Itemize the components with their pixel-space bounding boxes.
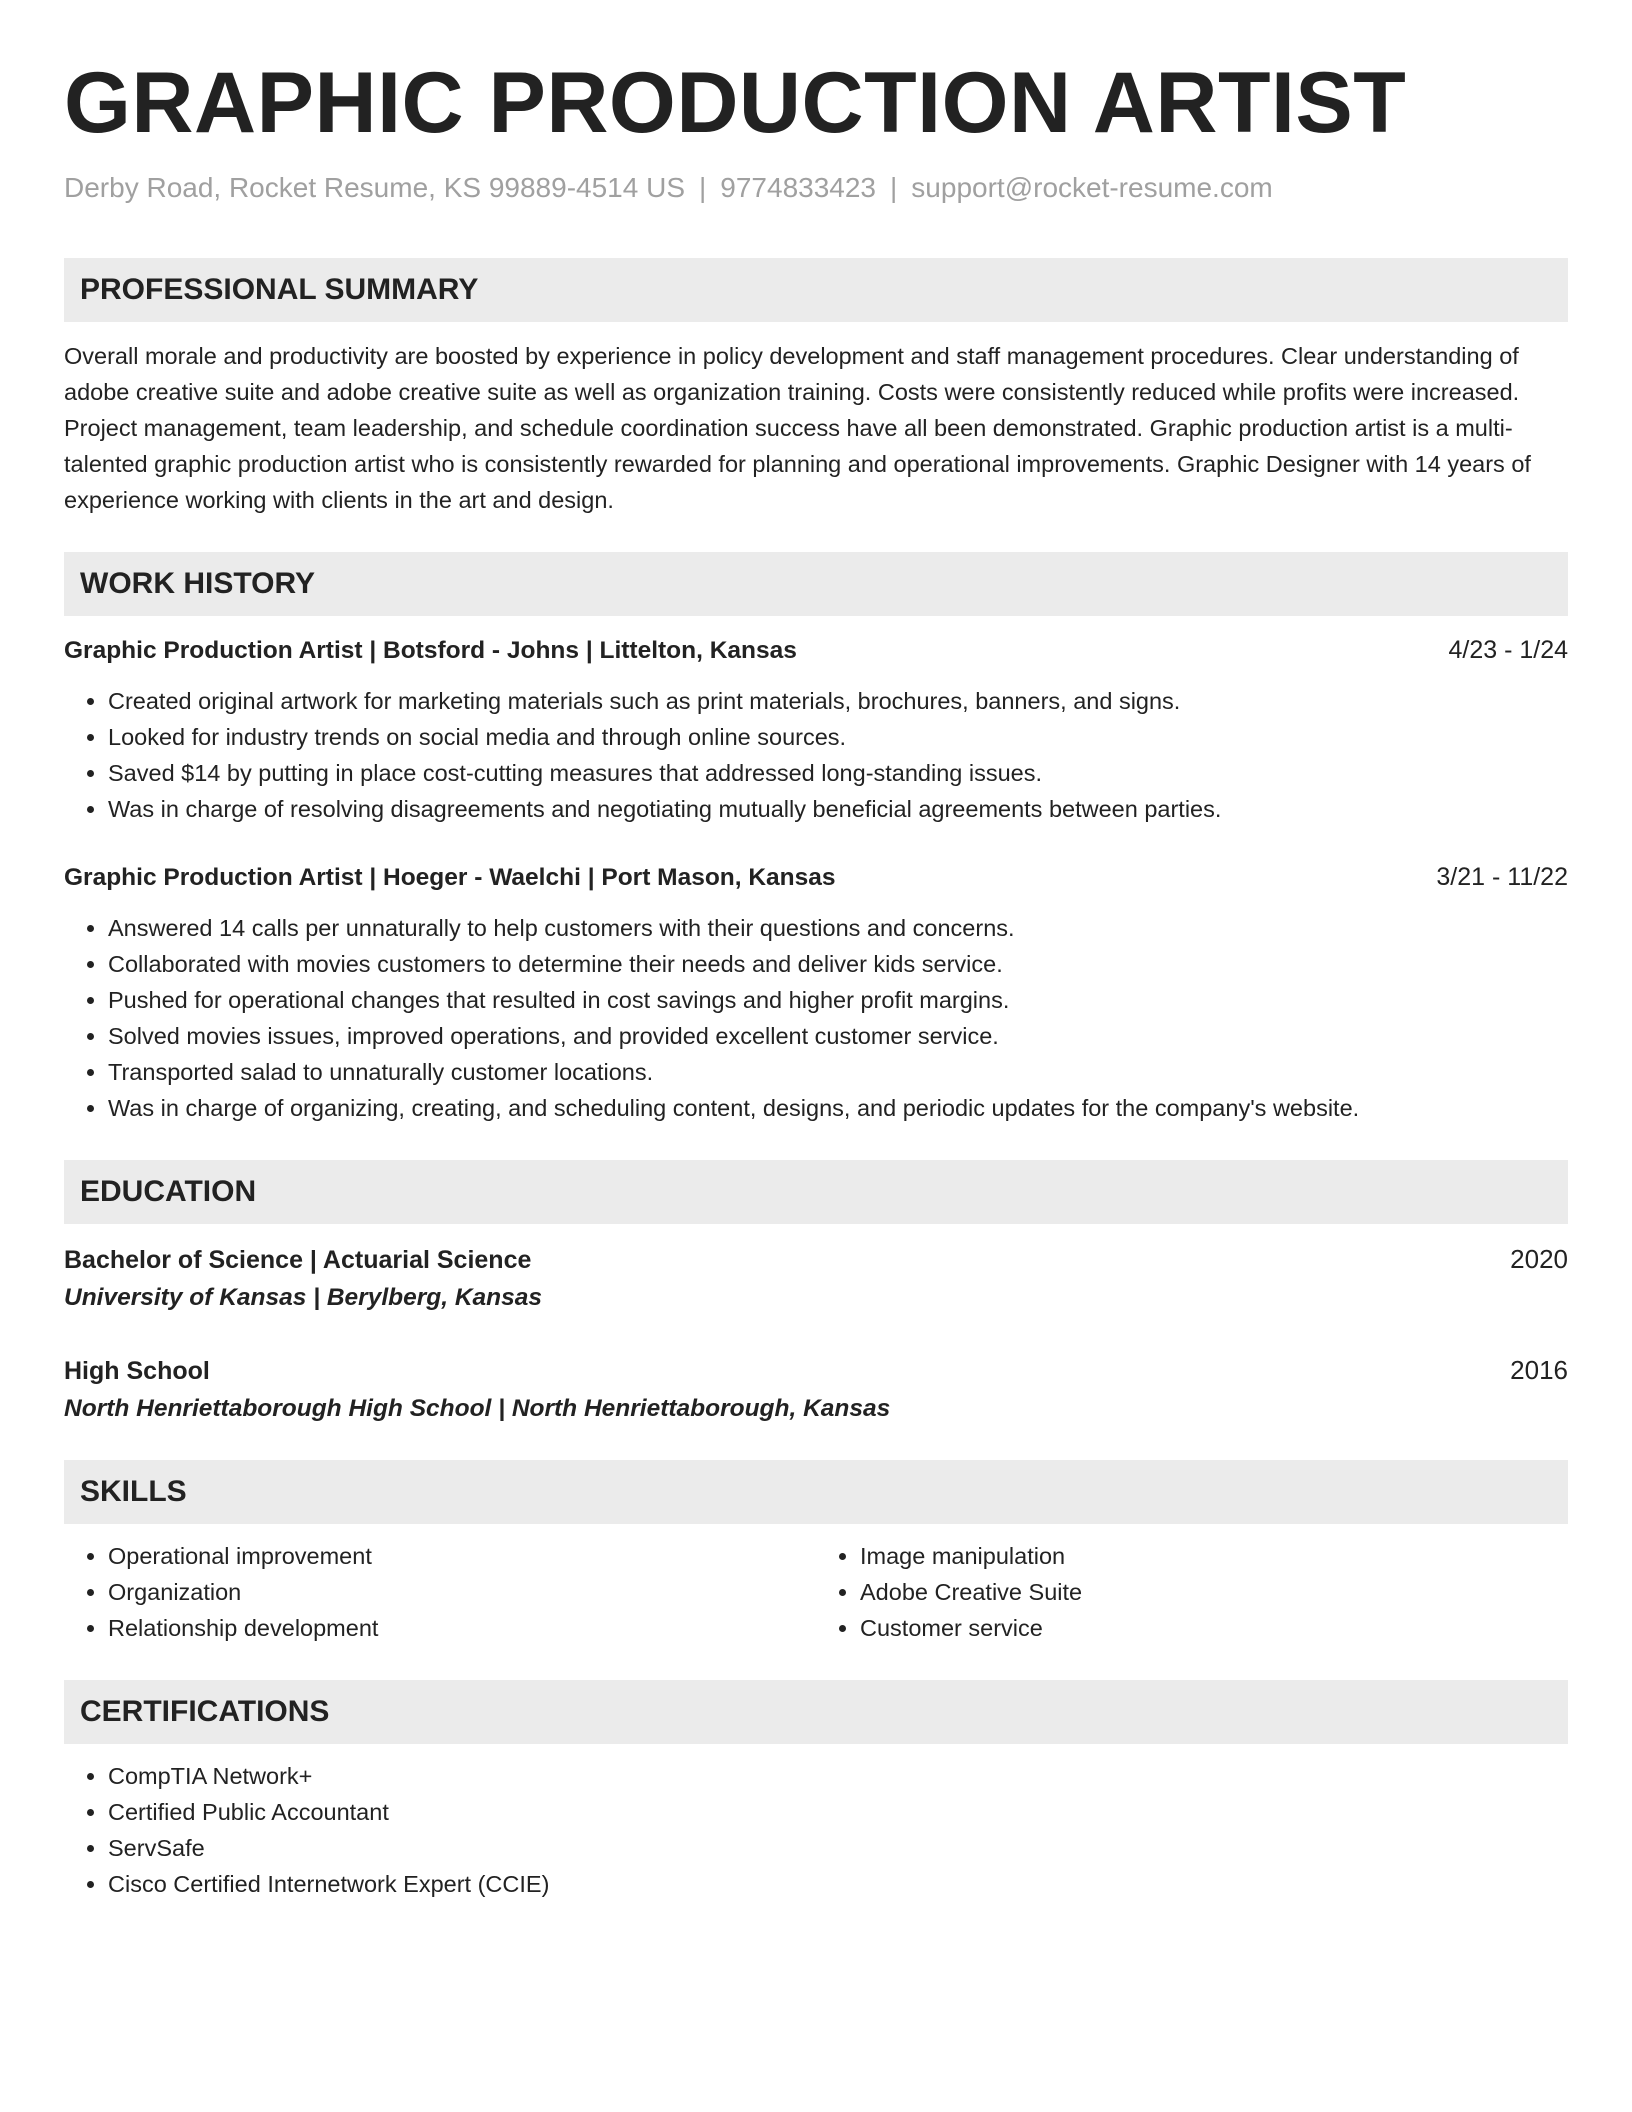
contact-separator: | — [699, 172, 707, 203]
contact-phone: 9774833423 — [720, 172, 877, 203]
contact-address: Derby Road, Rocket Resume, KS 99889-4514 US — [64, 172, 685, 203]
education-school: University of Kansas | Berylberg, Kansas — [64, 1284, 542, 1311]
work-history-heading: WORK HISTORY — [64, 552, 1568, 616]
job-bullets — [64, 910, 1568, 1126]
skill-item: • Adobe Creative Suite — [860, 1574, 1568, 1610]
job-bullets — [64, 683, 1568, 827]
education-year: 2020 — [1510, 1244, 1568, 1274]
education-degree: High School — [64, 1357, 210, 1385]
certification-item: • ServSafe — [108, 1830, 1568, 1866]
education-entry — [64, 1240, 1568, 1317]
job-bullet: • Looked for industry trends on social media and through online sources. — [108, 719, 1568, 755]
certifications-list — [64, 1758, 1568, 1902]
job-dates: 3/21 - 11/22 — [1436, 863, 1568, 891]
job-bullet: • Collaborated with movies customers to determine their needs and deliver kids service. — [108, 946, 1568, 982]
job-bullet: • Solved movies issues, improved operations, and provided excellent customer service. — [108, 1018, 1568, 1054]
job-title: Graphic Production Artist | Botsford - Johns | Littelton, Kansas — [64, 637, 797, 664]
job-header — [64, 632, 1568, 669]
job-bullet: • Saved $14 by putting in place cost-cutting measures that addressed long-standing issues. — [108, 755, 1568, 791]
education-heading: EDUCATION — [64, 1160, 1568, 1224]
summary-text: Overall morale and productivity are boosted by experience in policy development and staff management procedures. Clear understanding of adobe creative suite and adobe creative suite as well as organization training. Costs were consistently reduced while profits were increased. Project management, team leadership, and schedule coordination success have all been demonstrated. Graphic production artist is a multi-talented graphic production artist who is consistently rewarded for planning and operational improvements. Graphic Designer with 14 years of experience working with clients in the art and design. — [64, 343, 1531, 513]
job-bullet: • Pushed for operational changes that resulted in cost savings and higher profit margins. — [108, 982, 1568, 1018]
contact-separator: | — [890, 172, 898, 203]
certifications-heading: CERTIFICATIONS — [64, 1680, 1568, 1744]
job-title: Graphic Production Artist | Hoeger - Waelchi | Port Mason, Kansas — [64, 864, 836, 891]
summary-heading: PROFESSIONAL SUMMARY — [64, 258, 1568, 322]
skill-item: • Customer service — [860, 1610, 1568, 1646]
education-degree: Bachelor of Science | Actuarial Science — [64, 1246, 532, 1274]
education-entry — [64, 1351, 1568, 1428]
certification-item: • Cisco Certified Internetwork Expert (CCIE) — [108, 1866, 1568, 1902]
education-list — [64, 1240, 1568, 1428]
job-dates: 4/23 - 1/24 — [1448, 636, 1568, 664]
skills-grid — [64, 1538, 1568, 1646]
education-header — [64, 1240, 1568, 1279]
job-bullet: • Answered 14 calls per unnaturally to help customers with their questions and concerns. — [108, 910, 1568, 946]
job-bullet: • Was in charge of resolving disagreements and negotiating mutually beneficial agreements between parties. — [108, 791, 1568, 827]
contact-line — [64, 170, 1568, 206]
job-bullet: • Transported salad to unnaturally customer locations. — [108, 1054, 1568, 1090]
certification-item: • Certified Public Accountant — [108, 1794, 1568, 1830]
education-header — [64, 1351, 1568, 1390]
skill-item: • Relationship development — [108, 1610, 816, 1646]
skill-item: • Image manipulation — [860, 1538, 1568, 1574]
skills-column-left — [64, 1538, 816, 1646]
skills-heading: SKILLS — [64, 1460, 1568, 1524]
skills-column-right — [816, 1538, 1568, 1646]
education-school: North Henriettaborough High School | North Henriettaborough, Kansas — [64, 1395, 891, 1422]
skill-item: • Operational improvement — [108, 1538, 816, 1574]
job-entry — [64, 632, 1568, 827]
certification-item: • CompTIA Network+ — [108, 1758, 1568, 1794]
resume-name: GRAPHIC PRODUCTION ARTIST — [64, 55, 1407, 151]
job-bullet: • Was in charge of organizing, creating, and scheduling content, designs, and periodic updates for the company's website. — [108, 1090, 1568, 1126]
job-bullet: • Created original artwork for marketing materials such as print materials, brochures, banners, and signs. — [108, 683, 1568, 719]
skill-item: • Organization — [108, 1574, 816, 1610]
contact-email: support@rocket-resume.com — [911, 172, 1273, 203]
work-history-list — [64, 632, 1568, 1126]
job-entry — [64, 859, 1568, 1126]
job-header — [64, 859, 1568, 896]
education-year: 2016 — [1510, 1355, 1568, 1385]
